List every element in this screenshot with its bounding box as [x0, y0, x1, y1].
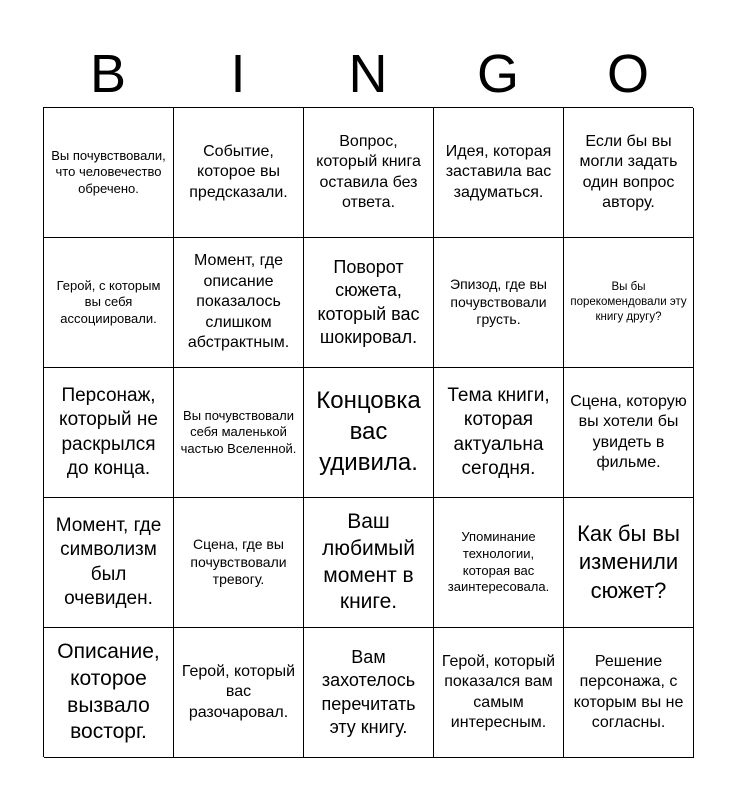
cell-text: Вы почувствовали себя маленькой частью Вселенной.	[180, 407, 297, 456]
bingo-cell[interactable]	[304, 628, 434, 758]
cell-text: Персонаж, который не раскрылся до конца.	[59, 384, 158, 479]
cell-text: Герой, который вас разочаровал.	[181, 662, 296, 721]
bingo-cell[interactable]	[304, 368, 434, 498]
cell-text: Сцена, где вы почувствовали тревогу.	[190, 535, 287, 588]
cell-text: Вопрос, который книга оставила без ответа.	[316, 132, 421, 211]
bingo-cell[interactable]	[564, 368, 694, 498]
header-letter-b: B	[89, 44, 127, 104]
cell-text: Вы почувствовали, что человечество обречено.	[51, 147, 166, 196]
bingo-cell[interactable]	[434, 628, 564, 758]
cell-text: Сцена, которую вы хотели бы увидеть в фильме.	[570, 392, 687, 471]
header-letter-n: N	[348, 44, 388, 104]
bingo-cell[interactable]	[174, 108, 304, 238]
cell-text: Концовка вас удивила.	[316, 387, 421, 476]
cell-text: Поворот сюжета, который вас шокировал.	[317, 257, 420, 347]
cell-text: Момент, где символизм был очевиден.	[55, 514, 162, 609]
bingo-cell[interactable]	[304, 238, 434, 368]
bingo-cell[interactable]	[564, 238, 694, 368]
cell-text: Описание, которое вызвало восторг.	[57, 639, 160, 744]
bingo-cell[interactable]	[44, 498, 174, 628]
header-letter-o: O	[606, 44, 649, 104]
bingo-cell[interactable]	[564, 498, 694, 628]
cell-text: Герой, который показался вам самым интересным.	[441, 652, 556, 731]
bingo-cell[interactable]	[174, 368, 304, 498]
cell-text: Как бы вы изменили сюжет?	[577, 521, 680, 603]
bingo-cell[interactable]	[304, 108, 434, 238]
bingo-cell[interactable]	[434, 368, 564, 498]
cell-text: Упоминание технологии, которая вас заинтересовала.	[447, 529, 550, 595]
cell-text: Если бы вы могли задать один вопрос автору.	[579, 132, 678, 211]
bingo-cell[interactable]	[174, 498, 304, 628]
bingo-cell[interactable]	[44, 108, 174, 238]
bingo-cell[interactable]	[174, 628, 304, 758]
cell-text: Герой, с которым вы себя ассоциировали.	[56, 277, 161, 326]
bingo-cell[interactable]	[304, 498, 434, 628]
bingo-cell[interactable]	[434, 108, 564, 238]
cell-text: Вам захотелось перечитать эту книгу.	[321, 647, 416, 737]
bingo-cell[interactable]	[174, 238, 304, 368]
cell-text: Вы бы порекомендовали эту книгу другу?	[570, 281, 687, 323]
bingo-header	[43, 40, 693, 108]
cell-text: Ваш любимый момент в книге.	[321, 509, 416, 614]
bingo-cell[interactable]	[564, 108, 694, 238]
bingo-cell[interactable]	[44, 238, 174, 368]
cell-text: Решение персонажа, с которым вы не согласны.	[573, 652, 684, 731]
cell-text: Тема книги, которая актуальна сегодня.	[447, 384, 550, 479]
cell-text: Идея, которая заставила вас задуматься.	[445, 142, 552, 201]
bingo-cell[interactable]	[564, 628, 694, 758]
cell-text: Момент, где описание показалось слишком абстрактным.	[187, 252, 290, 352]
cell-text: Эпизод, где вы почувствовали грусть.	[450, 275, 547, 328]
bingo-cell[interactable]	[434, 498, 564, 628]
bingo-cell[interactable]	[44, 628, 174, 758]
header-letter-g: G	[476, 44, 519, 104]
bingo-cell[interactable]	[44, 368, 174, 498]
bingo-grid	[43, 107, 693, 757]
bingo-cell[interactable]	[434, 238, 564, 368]
header-letter-i: I	[230, 44, 246, 104]
cell-text: Событие, которое вы предсказали.	[189, 142, 288, 201]
